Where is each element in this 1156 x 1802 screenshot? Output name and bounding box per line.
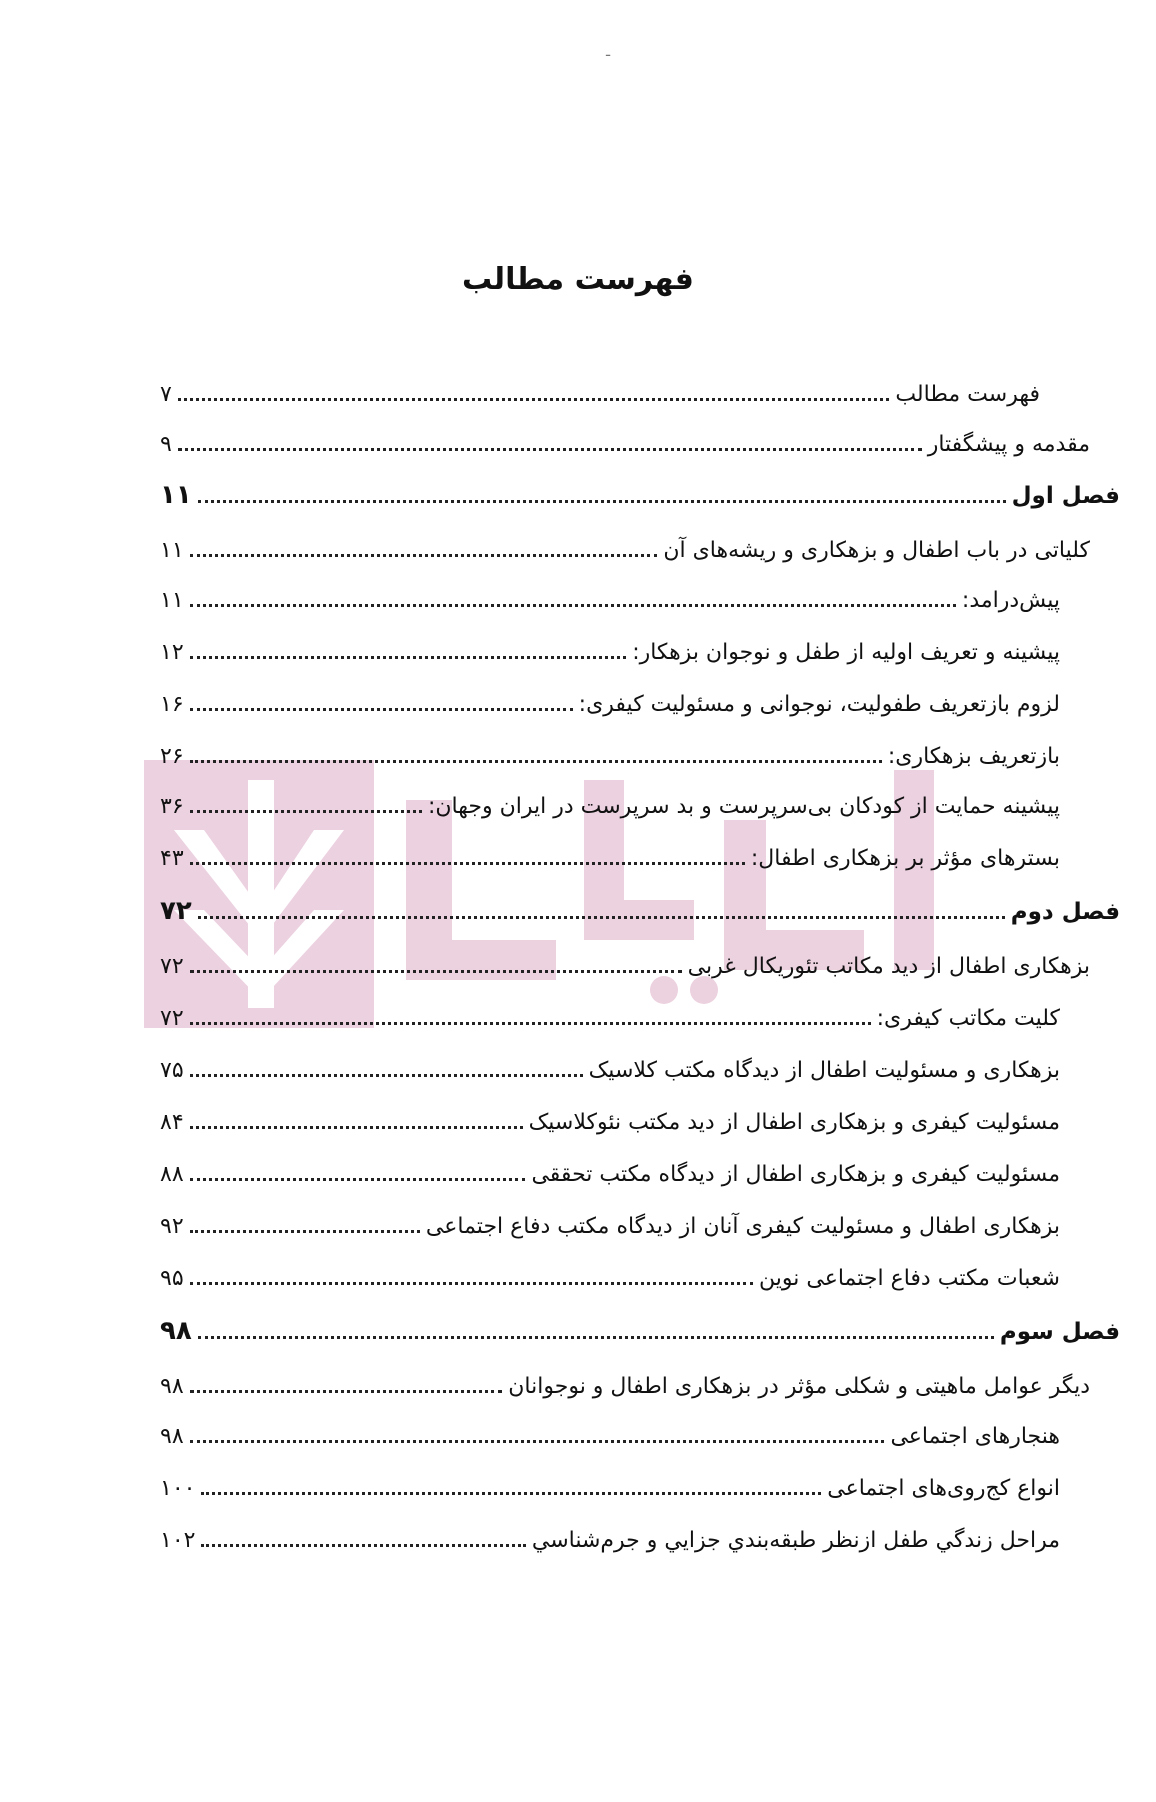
toc-entry: [160, 1412, 1060, 1448]
dot-leader: [190, 1282, 753, 1285]
dot-leader: [190, 970, 682, 973]
toc-entry: [160, 834, 1060, 870]
toc-entry: [160, 680, 1060, 716]
toc-entry-title: بزهکاری و مسئوليت اطفال از ديدگاه مکتب کلاسيک: [588, 1058, 1060, 1083]
dot-leader: [190, 1178, 526, 1181]
toc-entry-title: بسترهای مؤثر بر بزهکاری اطفال:: [750, 846, 1060, 871]
toc-entry-title: مسئوليت کيفری و بزهکاری اطفال از ديد مکتب نئوکلاسيک: [528, 1110, 1060, 1135]
dot-leader: [201, 1544, 525, 1547]
toc-entry: [160, 1464, 1060, 1500]
dot-leader: [190, 604, 956, 607]
dot-leader: [190, 1126, 523, 1129]
toc-entry: [160, 526, 1090, 562]
toc-page-number: ۱۱: [160, 588, 184, 613]
dot-leader: [190, 862, 745, 865]
dot-leader: [190, 760, 882, 763]
toc-entry: [160, 1150, 1060, 1186]
toc-entry: [160, 732, 1060, 768]
toc-chapter-entry: [160, 888, 1120, 924]
dot-leader: [190, 1230, 420, 1233]
toc-page-number: ۹۵: [160, 1266, 184, 1291]
toc-page-number: ۹۸: [160, 1424, 184, 1449]
toc-chapter-entry: [160, 1308, 1120, 1344]
toc-entry-title: ديگر عوامل ماهيتی و شکلی مؤثر در بزهکاری اطفال و نوجوانان: [508, 1374, 1090, 1399]
toc-entry: [160, 994, 1060, 1030]
dot-leader: [198, 916, 1005, 919]
dot-leader: [178, 398, 890, 401]
toc-entry: [160, 1098, 1060, 1134]
toc-page-number: ۹: [160, 432, 172, 457]
dot-leader: [198, 1336, 994, 1339]
toc-page-number: ۸۴: [160, 1110, 184, 1135]
toc-entry-title: هنجارهای اجتماعی: [890, 1424, 1060, 1449]
dot-leader: [198, 500, 1006, 503]
toc-entry-title: کلياتی در باب اطفال و بزهکاری و ريشه‌های آن: [663, 538, 1090, 563]
toc-page-number: ۷: [160, 382, 172, 407]
toc-page-number: ۱۲: [160, 640, 184, 665]
toc-page-number: ۷۲: [160, 896, 192, 926]
toc-chapter-entry: [160, 472, 1120, 508]
page-mark: ـ: [606, 44, 611, 60]
toc-entry-title: پيشينه حمايت از کودکان بی‌سرپرست و بد سرپرست در ايران وجهان:: [427, 794, 1060, 819]
toc-entry-title: مراحل زندگي طفل ازنظر طبقه‌بندي جزايي و جرم‌شناسي: [531, 1528, 1060, 1553]
dot-leader: [201, 1492, 821, 1495]
toc-entry-title: پيش‌درامد:: [961, 588, 1060, 613]
toc-entry-title: فهرست مطالب: [895, 382, 1040, 407]
toc-page-number: ۱۶: [160, 692, 184, 717]
toc-page-number: ۹۲: [160, 1214, 184, 1239]
toc-entry-title: فصل دوم: [1010, 899, 1120, 925]
toc-page-number: ۱۰۰: [160, 1476, 196, 1501]
toc-entry: [160, 420, 1090, 456]
toc-entry-title: لزوم بازتعريف طفوليت، نوجوانی و مسئوليت کيفری:: [578, 692, 1060, 717]
dot-leader: [190, 656, 627, 659]
toc-page-number: ۳۶: [160, 794, 184, 819]
toc-page-number: ۴۳: [160, 846, 184, 871]
toc-entry-title: فصل سوم: [999, 1319, 1120, 1345]
toc-entry: [160, 1202, 1060, 1238]
dot-leader: [190, 1022, 871, 1025]
toc-page-number: ۹۸: [160, 1316, 192, 1346]
toc-page-number: ۷۵: [160, 1058, 184, 1083]
toc-entry-title: کليت مکاتب کيفری:: [876, 1006, 1060, 1031]
toc-page-number: ۲۶: [160, 744, 184, 769]
toc-entry: [160, 370, 1040, 406]
toc-entry-title: انواع کج‌روی‌های اجتماعی: [827, 1476, 1060, 1501]
toc-entry: [160, 1046, 1060, 1082]
toc-entry-title: مقدمه و پيشگفتار: [927, 432, 1090, 457]
toc-entry: [160, 628, 1060, 664]
toc-page-number: ۷۲: [160, 1006, 184, 1031]
toc-entry: [160, 782, 1060, 818]
dot-leader: [190, 1390, 503, 1393]
toc-entry-title: بازتعريف بزهکاری:: [887, 744, 1060, 769]
page-title: فهرست مطالب: [462, 262, 694, 297]
dot-leader: [190, 1440, 885, 1443]
toc-page-number: ۸۸: [160, 1162, 184, 1187]
toc-entry: [160, 1254, 1060, 1290]
toc-entry: [160, 1362, 1090, 1398]
toc-page-number: ۱۱: [160, 480, 192, 510]
toc-page-number: ۱۱: [160, 538, 184, 563]
toc-entry-title: پيشينه و تعريف اوليه از طفل و نوجوان بزهکار:: [632, 640, 1060, 665]
toc-entry-title: شعبات مکتب دفاع اجتماعی نوين: [759, 1266, 1060, 1291]
toc-page-number: ۷۲: [160, 954, 184, 979]
dot-leader: [190, 554, 658, 557]
toc-entry-title: بزهکاری اطفال و مسئوليت کيفری آنان از ديدگاه مکتب دفاع اجتماعی: [425, 1214, 1060, 1239]
dot-leader: [178, 448, 922, 451]
dot-leader: [190, 708, 573, 711]
toc-page-number: ۱۰۲: [160, 1528, 196, 1553]
toc-entry: [160, 942, 1090, 978]
toc-entry-title: بزهکاری اطفال از ديد مکاتب تئوريکال غربی: [687, 954, 1090, 979]
toc-page-number: ۹۸: [160, 1374, 184, 1399]
toc-entry-title: مسئوليت کيفری و بزهکاری اطفال از ديدگاه مکتب تحققی: [531, 1162, 1060, 1187]
dot-leader: [190, 1074, 583, 1077]
toc-entry: [160, 576, 1060, 612]
toc-entry: [160, 1516, 1060, 1552]
dot-leader: [190, 810, 422, 813]
toc-entry-title: فصل اول: [1011, 483, 1120, 509]
